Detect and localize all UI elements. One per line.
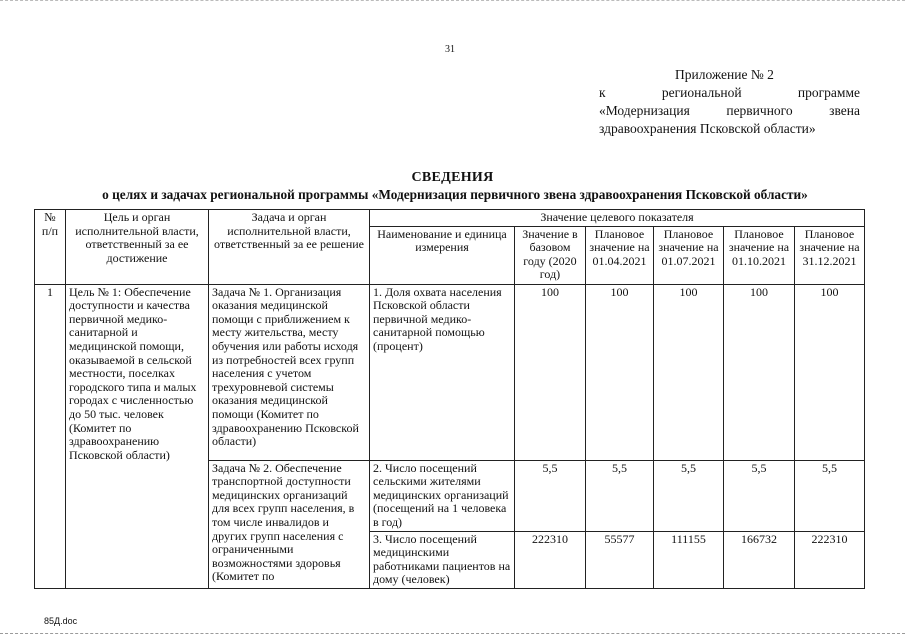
task-cell: Задача № 1. Организация оказания медицинской помощи с приближением к месту жительства, месту обучения или работы исходя из потребностей всех групп населения с учетом трехуровневой системы оказания медицинской помощи (Комитет по здравоохранению Псковской области) xyxy=(209,284,370,460)
indicator-value: 166732 xyxy=(724,531,795,588)
task-text: Задача № 2. Обеспечение транспортной доступности медицинских организаций для всех групп населения, в том числе инвалидов и других групп населения с ограниченными возможностями здоровья (Комитет по xyxy=(212,461,355,584)
indicator-value: 5,5 xyxy=(586,460,654,531)
header-base-value: Значение в базовом году (2020 год) xyxy=(515,226,586,284)
indicator-value: 100 xyxy=(795,284,865,460)
appendix-word: региональной xyxy=(661,85,742,100)
indicator-value: 100 xyxy=(654,284,724,460)
appendix-line-3 xyxy=(599,102,860,120)
document-title: СВЕДЕНИЯ xyxy=(411,170,494,185)
file-name-footer: 85Д.doc xyxy=(44,616,78,626)
appendix-word: звена xyxy=(829,103,860,118)
appendix-word: «Модернизация xyxy=(599,103,690,118)
header-indicator-group: Значение целевого показателя xyxy=(370,210,865,227)
indicator-value: 222310 xyxy=(795,531,865,588)
indicator-value: 5,5 xyxy=(515,460,586,531)
header-plan-q3: Плановое значение на 01.10.2021 xyxy=(724,226,795,284)
indicator-value: 5,5 xyxy=(795,460,865,531)
appendix-line-2 xyxy=(599,84,860,102)
indicator-value: 100 xyxy=(586,284,654,460)
header-num: № п/п xyxy=(35,210,66,285)
header-plan-q1: Плановое значение на 01.04.2021 xyxy=(586,226,654,284)
indicator-value: 55577 xyxy=(586,531,654,588)
goals-table xyxy=(34,209,865,589)
appendix-line-4: здравоохранения Псковской области» xyxy=(599,121,816,136)
indicator-value: 100 xyxy=(724,284,795,460)
goal-cell: Цель № 1: Обеспечение доступности и качества первичной медико-санитарной и медицинской помощи, оказываемой в сельской местности, поселках городского типа и малых городах с численностью до 50 тыс. человек (Комитет по здравоохранению Псковской области) xyxy=(66,284,209,588)
appendix-title: Приложение № 2 xyxy=(675,67,774,82)
appendix-word: первичного xyxy=(726,103,793,118)
indicator-value: 222310 xyxy=(515,531,586,588)
indicator-value: 100 xyxy=(515,284,586,460)
indicator-value: 111155 xyxy=(654,531,724,588)
document-subtitle: о целях и задачах региональной программы «Модернизация первичного звена здравоохранения Псковской области» xyxy=(102,187,808,202)
header-indicator-name: Наименование и единица измерения xyxy=(370,226,515,284)
appendix-block xyxy=(599,66,860,138)
task-cell xyxy=(209,460,370,588)
header-plan-q4: Плановое значение на 31.12.2021 xyxy=(795,226,865,284)
header-goal: Цель и орган исполнительной власти, ответственный за ее достижение xyxy=(66,210,209,285)
appendix-word: программе xyxy=(797,85,860,100)
header-plan-q2: Плановое значение на 01.07.2021 xyxy=(654,226,724,284)
page-number: 31 xyxy=(445,44,455,55)
scan-edge-top xyxy=(0,0,905,1)
row-num: 1 xyxy=(35,284,66,588)
indicator-value: 5,5 xyxy=(724,460,795,531)
indicator-name: 2. Число посещений сельскими жителями медицинских организаций (посещений на 1 человека в год) xyxy=(370,460,515,531)
indicator-name: 3. Число посещений медицинскими работниками пациентов на дому (человек) xyxy=(370,531,515,588)
indicator-value: 5,5 xyxy=(654,460,724,531)
header-task: Задача и орган исполнительной власти, ответственный за ее решение xyxy=(209,210,370,285)
indicator-name: 1. Доля охвата населения Псковской области первичной медико-санитарной помощью (процент) xyxy=(370,284,515,460)
scan-edge-bottom xyxy=(0,633,905,634)
appendix-word: к xyxy=(599,85,606,100)
table-row xyxy=(35,284,865,460)
